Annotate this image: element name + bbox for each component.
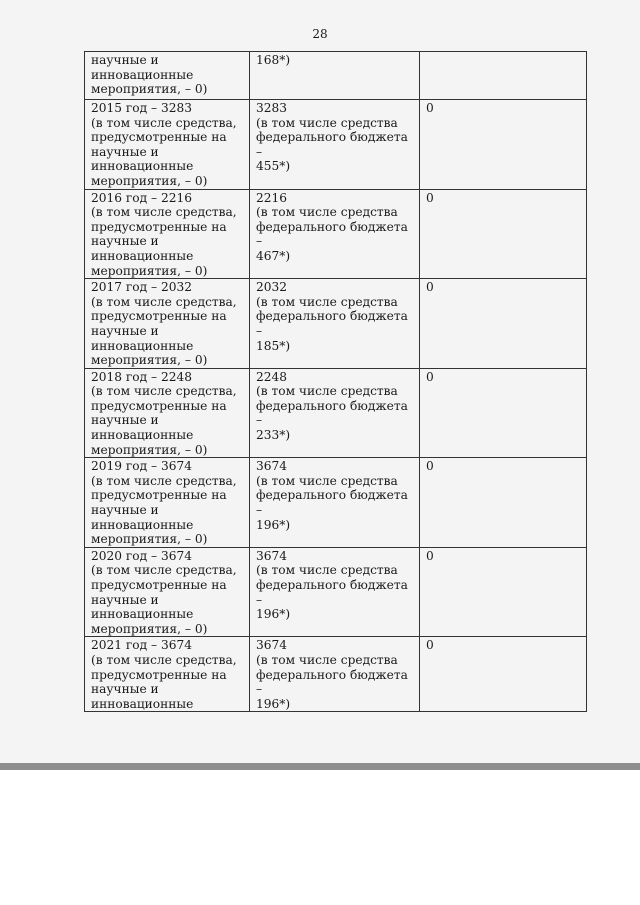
table-row [85, 547, 587, 637]
table-row [85, 458, 587, 548]
table-cell-other: 0 [420, 368, 587, 458]
table-row [85, 189, 587, 279]
table-cell-total: 2016 год – 2216 (в том числе средства, предусмотренные на научные и инновационные мероприятия, – 0) [85, 189, 250, 279]
table-cell-total: научные и инновационные мероприятия, – 0) [85, 52, 250, 100]
table-cell-total: 2021 год – 3674 (в том числе средства, предусмотренные на научные и инновационные [85, 637, 250, 712]
table-cell-budget: 3674 (в том числе средства федерального бюджета – 196*) [250, 637, 420, 712]
table-cell-budget: 2032 (в том числе средства федерального бюджета – 185*) [250, 279, 420, 369]
table-row [85, 637, 587, 712]
table-cell-other: 0 [420, 189, 587, 279]
table-cell-budget: 168*) [250, 52, 420, 100]
table-row [85, 368, 587, 458]
table-cell-budget: 2248 (в том числе средства федерального бюджета – 233*) [250, 368, 420, 458]
table-row [85, 279, 587, 369]
table-cell-other: 0 [420, 100, 587, 190]
table-cell-total: 2017 год – 2032 (в том числе средства, предусмотренные на научные и инновационные мероприятия, – 0) [85, 279, 250, 369]
table-cell-total: 2015 год – 3283 (в том числе средства, предусмотренные на научные и инновационные мероприятия, – 0) [85, 100, 250, 190]
table-cell-other [420, 52, 587, 100]
table-cell-total: 2019 год – 3674 (в том числе средства, предусмотренные на научные и инновационные мероприятия, – 0) [85, 458, 250, 548]
table-row [85, 52, 587, 100]
table-cell-budget: 3674 (в том числе средства федерального бюджета – 196*) [250, 547, 420, 637]
table-cell-budget: 3674 (в том числе средства федерального бюджета – 196*) [250, 458, 420, 548]
table-cell-budget: 2216 (в том числе средства федерального бюджета – 467*) [250, 189, 420, 279]
table-cell-total: 2018 год – 2248 (в том числе средства, предусмотренные на научные и инновационные мероприятия, – 0) [85, 368, 250, 458]
table-cell-budget: 3283 (в том числе средства федерального бюджета – 455*) [250, 100, 420, 190]
table-cell-other: 0 [420, 637, 587, 712]
table-cell-total: 2020 год – 3674 (в том числе средства, предусмотренные на научные и инновационные мероприятия, – 0) [85, 547, 250, 637]
funding-table [84, 51, 587, 712]
table-cell-other: 0 [420, 458, 587, 548]
table-cell-other: 0 [420, 279, 587, 369]
page-number: 28 [312, 27, 328, 41]
table-row [85, 100, 587, 190]
table-cell-other: 0 [420, 547, 587, 637]
